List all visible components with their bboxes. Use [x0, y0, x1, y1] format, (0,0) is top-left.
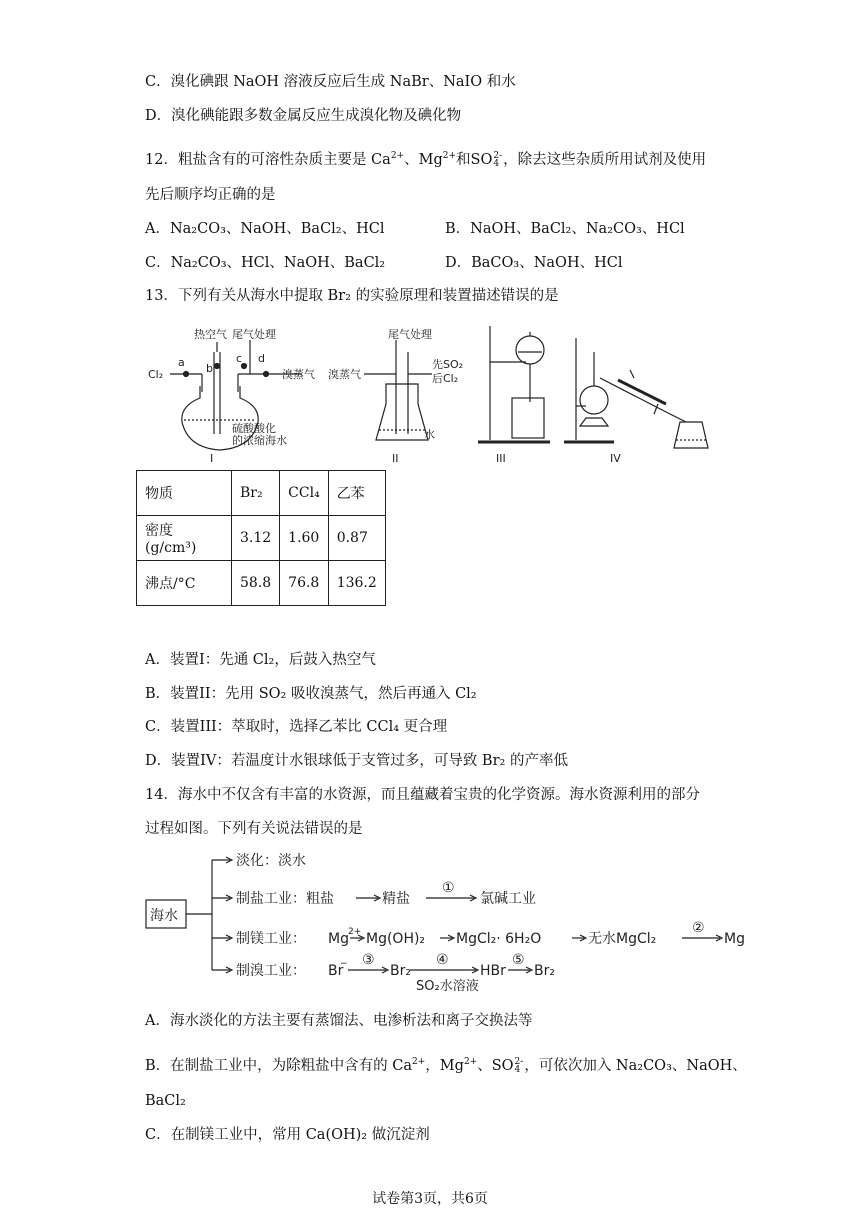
q14-option-b-line2: BaCl₂: [145, 1093, 186, 1109]
table-cell: 3.12: [232, 516, 280, 561]
flow-so2-aq: SO₂水溶液: [416, 979, 479, 994]
flow-hbr: HBr: [480, 963, 506, 979]
label-II: II: [392, 452, 399, 464]
flow-mg-ion-charge: 2+: [348, 927, 362, 937]
label-seawater-2: 的浓缩海水: [232, 434, 287, 447]
q12-stem: 12．粗盐含有的可溶性杂质主要是 $Ca^{2+}$、$Mg^{2+}$和SO 2- 4 ，除去这些杂质所用试剂及使用: [145, 150, 707, 169]
table-cell: CCl₄: [280, 471, 329, 516]
flow-desal: 淡化：淡水: [236, 853, 306, 869]
label-water: 水: [424, 428, 435, 441]
label-tail-gas-1: 尾气处理: [232, 328, 276, 341]
table-cell: 0.87: [328, 516, 385, 561]
flow-br2-b: Br₂: [534, 963, 555, 979]
flow-br2-a: Br₂: [390, 963, 411, 979]
q11-option-c: C．溴化碘跟 NaOH 溶液反应后生成 NaBr、NaIO 和水: [145, 74, 516, 90]
flow-step2: ②: [692, 920, 705, 936]
flow-refined: 精盐: [382, 891, 410, 907]
q12-option-a: A．Na₂CO₃、NaOH、BaCl₂、HCl: [145, 221, 385, 237]
flow-br-label: 制溴工业：: [236, 963, 306, 979]
table-row: [137, 471, 386, 516]
q14-option-b: B．在制盐工业中，为除粗盐中含有的 $Ca^{2+}$，$Mg^{2+}$、SO 2- 4 ，可依次加入 Na₂CO₃、NaOH、: [145, 1056, 747, 1075]
properties-table: [136, 470, 386, 606]
flow-step5: ⑤: [512, 952, 525, 968]
table-cell: 58.8: [232, 561, 280, 606]
flow-step1: ①: [442, 880, 455, 896]
label-I: I: [210, 452, 214, 464]
q12-stem-line2: 先后顺序均正确的是: [145, 187, 276, 203]
label-bromine-vapor-2: 溴蒸气: [328, 368, 361, 381]
flow-mgcl2-hydrate: MgCl₂· 6H₂O: [456, 931, 542, 947]
label-III: III: [496, 452, 506, 464]
apparatus-figure: [140, 322, 740, 464]
q12-option-d: D．BaCO₃、NaOH、HCl: [445, 255, 623, 271]
page-footer: 试卷第3页，共6页: [372, 1191, 488, 1207]
flow-mgoh2: Mg(OH)₂: [366, 931, 426, 947]
label-cl2: Cl₂: [148, 368, 164, 381]
label-IV: IV: [610, 452, 621, 464]
flow-salt-label: 制盐工业：粗盐: [236, 891, 334, 907]
flow-br-ion-charge: −: [340, 959, 348, 969]
label-c: c: [236, 352, 243, 365]
q14-option-a: A．海水淡化的方法主要有蒸馏法、电渗析法和离子交换法等: [145, 1013, 533, 1029]
table-cell: 物质: [137, 471, 232, 516]
flow-step3: ③: [362, 952, 375, 968]
table-cell: Br₂: [232, 471, 280, 516]
flow-step4: ④: [436, 952, 449, 968]
table-cell: 密度(g/cm³): [137, 516, 232, 561]
table-cell: 乙苯: [328, 471, 385, 516]
q13-option-d: D．装置IV：若温度计水银球低于支管过多，可导致 Br₂ 的产率低: [145, 753, 568, 769]
q14-option-c: C．在制镁工业中，常用 Ca(OH)₂ 做沉淀剂: [145, 1127, 430, 1143]
flow-mg-label: 制镁工业：: [236, 931, 306, 947]
table-row: [137, 561, 386, 606]
table-cell: 沸点/°C: [137, 561, 232, 606]
table-cell: 1.60: [280, 516, 329, 561]
label-tail-gas-2: 尾气处理: [388, 328, 432, 341]
label-then-cl2: 后Cl₂: [432, 372, 459, 385]
flow-anhydrous: 无水MgCl₂: [588, 931, 657, 947]
q11-option-d: D．溴化碘能跟多数金属反应生成溴化物及碘化物: [145, 108, 462, 124]
seawater-flow-diagram: [140, 848, 750, 998]
table-row: [137, 516, 386, 561]
label-d: d: [258, 352, 265, 365]
label-first-so2: 先SO₂: [432, 358, 464, 371]
flow-chloralkali: 氯碱工业: [480, 891, 536, 907]
q13-option-b: B．装置II：先用 SO₂ 吸收溴蒸气，然后再通入 Cl₂: [145, 686, 477, 702]
label-seawater-1: 硫酸酸化: [232, 422, 276, 435]
q12-option-b: B．NaOH、BaCl₂、Na₂CO₃、HCl: [445, 221, 685, 237]
q13-option-c: C．装置III：萃取时，选择乙苯比 CCl₄ 更合理: [145, 719, 448, 735]
q14-stem-line2: 过程如图。下列有关说法错误的是: [145, 821, 363, 837]
label-b: b: [206, 362, 213, 375]
q13-stem: 13．下列有关从海水中提取 Br₂ 的实验原理和装置描述错误的是: [145, 288, 559, 304]
label-bromine-vapor-1: 溴蒸气: [282, 368, 315, 381]
table-cell: 136.2: [328, 561, 385, 606]
flow-mg-ion: Mg: [328, 931, 349, 947]
flow-source: 海水: [150, 908, 178, 924]
label-hot-air: 热空气: [194, 328, 227, 341]
flow-br-ion: Br: [328, 963, 344, 979]
q12-option-c: C．Na₂CO₃、HCl、NaOH、BaCl₂: [145, 255, 386, 271]
label-a: a: [178, 356, 185, 369]
q14-stem: 14．海水中不仅含有丰富的水资源，而且蕴藏着宝贵的化学资源。海水资源利用的部分: [145, 787, 700, 803]
q13-option-a: A．装置I：先通 Cl₂，后鼓入热空气: [145, 652, 376, 668]
flow-mg: Mg: [724, 931, 745, 947]
table-cell: 76.8: [280, 561, 329, 606]
